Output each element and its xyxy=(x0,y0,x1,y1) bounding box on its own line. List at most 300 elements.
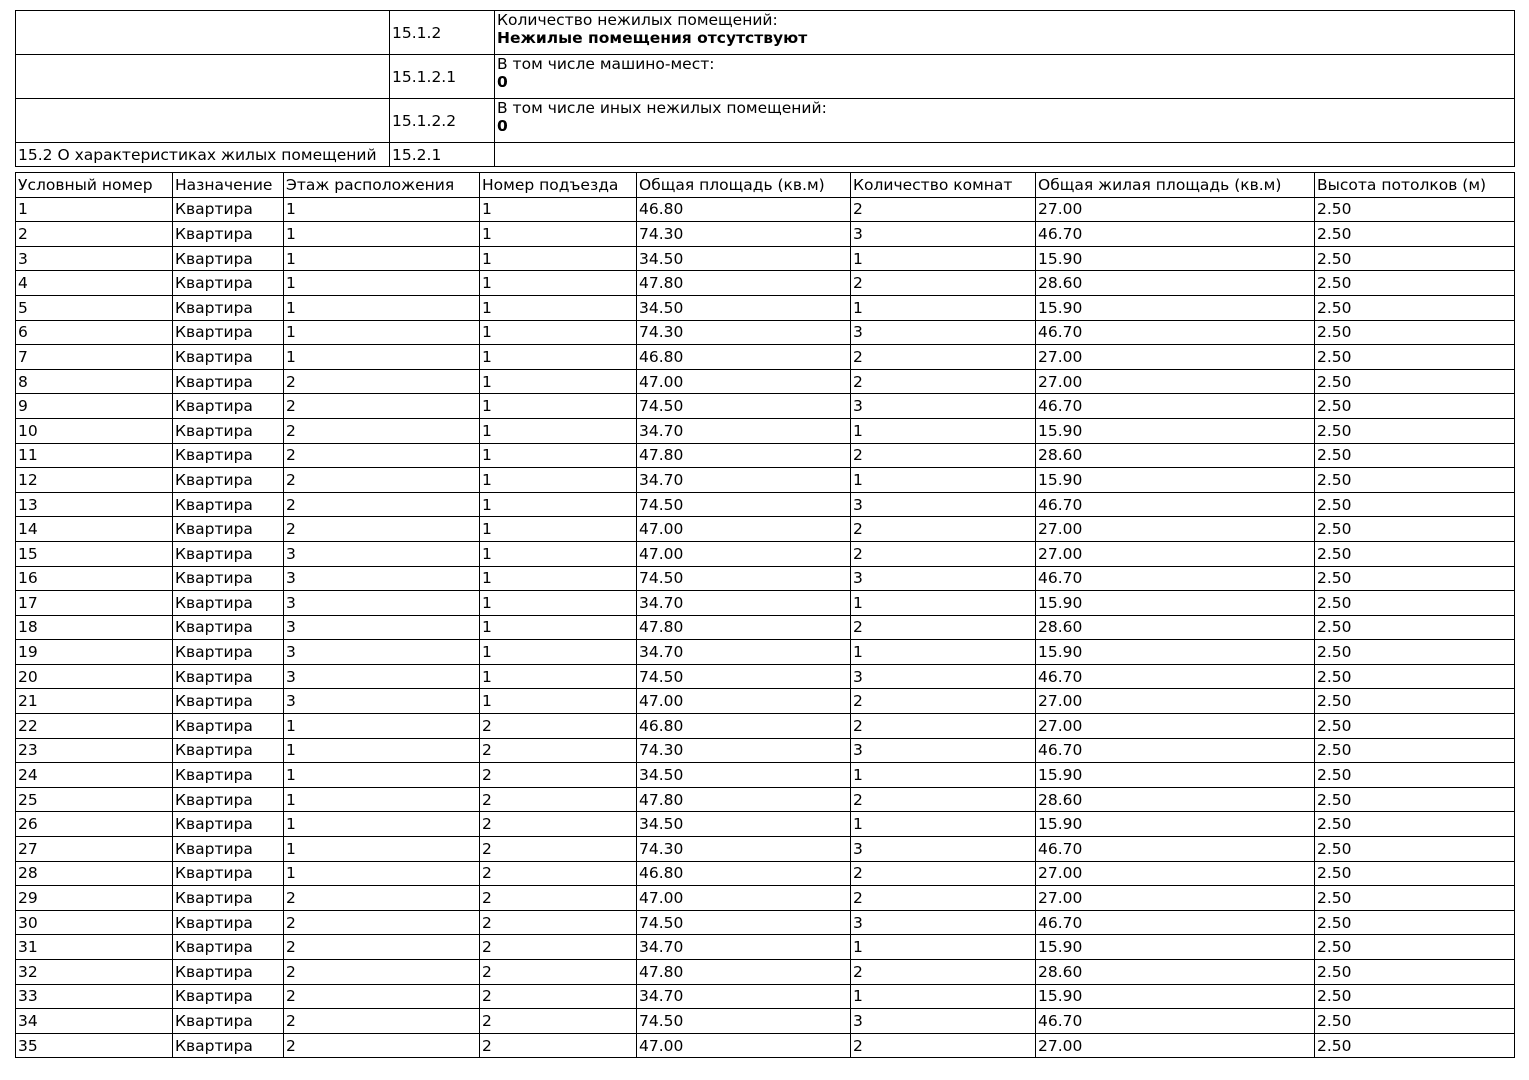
empty-cell xyxy=(495,143,1515,167)
rooms-cell: 2 xyxy=(851,369,1036,394)
entrance-cell: 1 xyxy=(480,689,637,714)
floor-cell: 1 xyxy=(284,763,480,788)
floor-cell: 2 xyxy=(284,910,480,935)
table-row xyxy=(16,886,1515,911)
unit-number-cell: 1 xyxy=(16,197,173,222)
ceiling-height-cell: 2.50 xyxy=(1315,984,1515,1009)
rooms-cell: 1 xyxy=(851,984,1036,1009)
entrance-cell: 1 xyxy=(480,394,637,419)
entrance-cell: 1 xyxy=(480,345,637,370)
ceiling-height-cell: 2.50 xyxy=(1315,418,1515,443)
rooms-cell: 3 xyxy=(851,837,1036,862)
unit-number-cell: 3 xyxy=(16,246,173,271)
empty-cell xyxy=(16,99,390,143)
table-row xyxy=(16,1009,1515,1034)
total-area-cell: 47.00 xyxy=(637,1033,851,1058)
floor-cell: 2 xyxy=(284,886,480,911)
table-row xyxy=(16,763,1515,788)
rooms-cell: 3 xyxy=(851,566,1036,591)
unit-number-cell: 7 xyxy=(16,345,173,370)
total-area-cell: 34.50 xyxy=(637,246,851,271)
living-area-cell: 27.00 xyxy=(1036,517,1315,542)
floor-cell: 3 xyxy=(284,615,480,640)
table-row xyxy=(16,295,1515,320)
rooms-cell: 3 xyxy=(851,738,1036,763)
entrance-cell: 1 xyxy=(480,295,637,320)
total-area-cell: 47.00 xyxy=(637,886,851,911)
entrance-cell: 1 xyxy=(480,492,637,517)
floor-cell: 1 xyxy=(284,345,480,370)
purpose-cell: Квартира xyxy=(173,640,284,665)
table-row xyxy=(16,812,1515,837)
purpose-cell: Квартира xyxy=(173,984,284,1009)
ceiling-height-cell: 2.50 xyxy=(1315,837,1515,862)
living-area-cell: 15.90 xyxy=(1036,763,1315,788)
rooms-cell: 3 xyxy=(851,394,1036,419)
unit-number-cell: 35 xyxy=(16,1033,173,1058)
total-area-cell: 47.80 xyxy=(637,615,851,640)
ceiling-height-cell: 2.50 xyxy=(1315,468,1515,493)
entrance-cell: 1 xyxy=(480,418,637,443)
rooms-cell: 3 xyxy=(851,664,1036,689)
floor-cell: 3 xyxy=(284,541,480,566)
rooms-cell: 1 xyxy=(851,418,1036,443)
rooms-cell: 2 xyxy=(851,517,1036,542)
entrance-cell: 1 xyxy=(480,517,637,542)
unit-number-cell: 23 xyxy=(16,738,173,763)
section-value: Нежилые помещения отсутствуют xyxy=(497,29,808,47)
table-row xyxy=(16,345,1515,370)
ceiling-height-cell: 2.50 xyxy=(1315,935,1515,960)
living-area-cell: 15.90 xyxy=(1036,468,1315,493)
unit-number-cell: 22 xyxy=(16,714,173,739)
table-header-row xyxy=(16,173,1515,198)
rooms-cell: 3 xyxy=(851,320,1036,345)
rooms-cell: 2 xyxy=(851,443,1036,468)
section-label: В том числе иных нежилых помещений: xyxy=(497,99,827,117)
purpose-cell: Квартира xyxy=(173,418,284,443)
purpose-cell: Квартира xyxy=(173,861,284,886)
rooms-cell: 2 xyxy=(851,541,1036,566)
total-area-cell: 46.80 xyxy=(637,345,851,370)
ceiling-height-cell: 2.50 xyxy=(1315,320,1515,345)
entrance-cell: 1 xyxy=(480,443,637,468)
ceiling-height-cell: 2.50 xyxy=(1315,689,1515,714)
purpose-cell: Квартира xyxy=(173,468,284,493)
total-area-cell: 34.50 xyxy=(637,763,851,788)
total-area-cell: 34.70 xyxy=(637,984,851,1009)
total-area-cell: 47.00 xyxy=(637,517,851,542)
column-header: Общая площадь (кв.м) xyxy=(637,173,851,198)
table-row xyxy=(16,369,1515,394)
living-area-cell: 46.70 xyxy=(1036,222,1315,247)
table-row xyxy=(16,960,1515,985)
table-row xyxy=(16,246,1515,271)
table-body xyxy=(16,197,1515,1058)
living-area-cell: 28.60 xyxy=(1036,271,1315,296)
purpose-cell: Квартира xyxy=(173,787,284,812)
ceiling-height-cell: 2.50 xyxy=(1315,566,1515,591)
total-area-cell: 74.30 xyxy=(637,837,851,862)
total-area-cell: 74.30 xyxy=(637,320,851,345)
living-area-cell: 46.70 xyxy=(1036,738,1315,763)
table-row xyxy=(16,222,1515,247)
purpose-cell: Квартира xyxy=(173,738,284,763)
ceiling-height-cell: 2.50 xyxy=(1315,394,1515,419)
purpose-cell: Квартира xyxy=(173,492,284,517)
rooms-cell: 2 xyxy=(851,960,1036,985)
purpose-cell: Квартира xyxy=(173,714,284,739)
floor-cell: 1 xyxy=(284,320,480,345)
living-area-cell: 46.70 xyxy=(1036,320,1315,345)
floor-cell: 1 xyxy=(284,197,480,222)
ceiling-height-cell: 2.50 xyxy=(1315,664,1515,689)
total-area-cell: 47.00 xyxy=(637,369,851,394)
floor-cell: 2 xyxy=(284,394,480,419)
total-area-cell: 46.80 xyxy=(637,197,851,222)
total-area-cell: 46.80 xyxy=(637,714,851,739)
ceiling-height-cell: 2.50 xyxy=(1315,517,1515,542)
unit-number-cell: 16 xyxy=(16,566,173,591)
purpose-cell: Квартира xyxy=(173,837,284,862)
living-area-cell: 28.60 xyxy=(1036,787,1315,812)
entrance-cell: 1 xyxy=(480,246,637,271)
rooms-cell: 3 xyxy=(851,222,1036,247)
floor-cell: 2 xyxy=(284,369,480,394)
floor-cell: 1 xyxy=(284,787,480,812)
entrance-cell: 2 xyxy=(480,714,637,739)
ceiling-height-cell: 2.50 xyxy=(1315,369,1515,394)
entrance-cell: 2 xyxy=(480,1009,637,1034)
purpose-cell: Квартира xyxy=(173,566,284,591)
column-header: Назначение xyxy=(173,173,284,198)
table-row xyxy=(16,615,1515,640)
table-row xyxy=(16,861,1515,886)
ceiling-height-cell: 2.50 xyxy=(1315,640,1515,665)
entrance-cell: 1 xyxy=(480,320,637,345)
floor-cell: 1 xyxy=(284,738,480,763)
rooms-cell: 2 xyxy=(851,1033,1036,1058)
living-area-cell: 15.90 xyxy=(1036,418,1315,443)
total-area-cell: 47.80 xyxy=(637,443,851,468)
entrance-cell: 2 xyxy=(480,935,637,960)
floor-cell: 2 xyxy=(284,443,480,468)
purpose-cell: Квартира xyxy=(173,222,284,247)
total-area-cell: 34.70 xyxy=(637,591,851,616)
table-row xyxy=(16,418,1515,443)
living-area-cell: 28.60 xyxy=(1036,615,1315,640)
living-area-cell: 27.00 xyxy=(1036,345,1315,370)
floor-cell: 1 xyxy=(284,295,480,320)
section-label: Количество нежилых помещений: xyxy=(497,11,778,29)
ceiling-height-cell: 2.50 xyxy=(1315,591,1515,616)
entrance-cell: 2 xyxy=(480,861,637,886)
column-header: Высота потолков (м) xyxy=(1315,173,1515,198)
unit-number-cell: 10 xyxy=(16,418,173,443)
purpose-cell: Квартира xyxy=(173,197,284,222)
ceiling-height-cell: 2.50 xyxy=(1315,714,1515,739)
rooms-cell: 2 xyxy=(851,271,1036,296)
purpose-cell: Квартира xyxy=(173,369,284,394)
total-area-cell: 74.50 xyxy=(637,492,851,517)
living-area-cell: 27.00 xyxy=(1036,369,1315,394)
rooms-cell: 2 xyxy=(851,886,1036,911)
section-row xyxy=(16,99,1515,143)
living-area-cell: 46.70 xyxy=(1036,394,1315,419)
unit-number-cell: 24 xyxy=(16,763,173,788)
entrance-cell: 2 xyxy=(480,960,637,985)
unit-number-cell: 13 xyxy=(16,492,173,517)
entrance-cell: 1 xyxy=(480,541,637,566)
rooms-cell: 2 xyxy=(851,689,1036,714)
living-area-cell: 27.00 xyxy=(1036,1033,1315,1058)
section-code: 15.1.2.1 xyxy=(390,55,495,99)
purpose-cell: Квартира xyxy=(173,591,284,616)
entrance-cell: 1 xyxy=(480,664,637,689)
table-row xyxy=(16,443,1515,468)
floor-cell: 3 xyxy=(284,689,480,714)
table-row xyxy=(16,640,1515,665)
purpose-cell: Квартира xyxy=(173,615,284,640)
unit-number-cell: 12 xyxy=(16,468,173,493)
floor-cell: 2 xyxy=(284,984,480,1009)
total-area-cell: 74.30 xyxy=(637,222,851,247)
total-area-cell: 34.70 xyxy=(637,468,851,493)
unit-number-cell: 11 xyxy=(16,443,173,468)
rooms-cell: 3 xyxy=(851,1009,1036,1034)
living-area-cell: 15.90 xyxy=(1036,640,1315,665)
ceiling-height-cell: 2.50 xyxy=(1315,271,1515,296)
living-area-cell: 46.70 xyxy=(1036,1009,1315,1034)
ceiling-height-cell: 2.50 xyxy=(1315,812,1515,837)
total-area-cell: 47.80 xyxy=(637,960,851,985)
entrance-cell: 1 xyxy=(480,468,637,493)
total-area-cell: 74.50 xyxy=(637,394,851,419)
floor-cell: 2 xyxy=(284,418,480,443)
table-row xyxy=(16,910,1515,935)
unit-number-cell: 30 xyxy=(16,910,173,935)
floor-cell: 3 xyxy=(284,591,480,616)
total-area-cell: 74.50 xyxy=(637,664,851,689)
rooms-cell: 3 xyxy=(851,492,1036,517)
living-area-cell: 15.90 xyxy=(1036,591,1315,616)
living-area-cell: 15.90 xyxy=(1036,812,1315,837)
ceiling-height-cell: 2.50 xyxy=(1315,787,1515,812)
table-row xyxy=(16,837,1515,862)
residential-title: 15.2 О характеристиках жилых помещений xyxy=(16,143,390,167)
entrance-cell: 2 xyxy=(480,984,637,1009)
ceiling-height-cell: 2.50 xyxy=(1315,492,1515,517)
table-row xyxy=(16,541,1515,566)
floor-cell: 1 xyxy=(284,714,480,739)
entrance-cell: 2 xyxy=(480,1033,637,1058)
unit-number-cell: 26 xyxy=(16,812,173,837)
table-row xyxy=(16,664,1515,689)
empty-cell xyxy=(16,55,390,99)
purpose-cell: Квартира xyxy=(173,443,284,468)
total-area-cell: 47.80 xyxy=(637,271,851,296)
ceiling-height-cell: 2.50 xyxy=(1315,295,1515,320)
column-header: Условный номер xyxy=(16,173,173,198)
purpose-cell: Квартира xyxy=(173,960,284,985)
unit-number-cell: 17 xyxy=(16,591,173,616)
purpose-cell: Квартира xyxy=(173,1033,284,1058)
living-area-cell: 46.70 xyxy=(1036,664,1315,689)
total-area-cell: 74.30 xyxy=(637,738,851,763)
rooms-cell: 1 xyxy=(851,246,1036,271)
entrance-cell: 2 xyxy=(480,787,637,812)
ceiling-height-cell: 2.50 xyxy=(1315,443,1515,468)
living-area-cell: 27.00 xyxy=(1036,861,1315,886)
unit-number-cell: 33 xyxy=(16,984,173,1009)
table-row xyxy=(16,984,1515,1009)
unit-number-cell: 25 xyxy=(16,787,173,812)
rooms-cell: 2 xyxy=(851,345,1036,370)
purpose-cell: Квартира xyxy=(173,886,284,911)
purpose-cell: Квартира xyxy=(173,394,284,419)
rooms-cell: 2 xyxy=(851,861,1036,886)
entrance-cell: 1 xyxy=(480,271,637,296)
unit-number-cell: 5 xyxy=(16,295,173,320)
unit-number-cell: 15 xyxy=(16,541,173,566)
table-row xyxy=(16,935,1515,960)
living-area-cell: 27.00 xyxy=(1036,689,1315,714)
ceiling-height-cell: 2.50 xyxy=(1315,738,1515,763)
unit-number-cell: 18 xyxy=(16,615,173,640)
section-label: В том числе машино-мест: xyxy=(497,55,715,73)
total-area-cell: 46.80 xyxy=(637,861,851,886)
rooms-cell: 1 xyxy=(851,935,1036,960)
column-header: Общая жилая площадь (кв.м) xyxy=(1036,173,1315,198)
total-area-cell: 34.50 xyxy=(637,812,851,837)
living-area-cell: 46.70 xyxy=(1036,492,1315,517)
entrance-cell: 2 xyxy=(480,910,637,935)
unit-number-cell: 14 xyxy=(16,517,173,542)
entrance-cell: 1 xyxy=(480,566,637,591)
living-area-cell: 15.90 xyxy=(1036,984,1315,1009)
rooms-cell: 1 xyxy=(851,640,1036,665)
unit-number-cell: 21 xyxy=(16,689,173,714)
entrance-cell: 2 xyxy=(480,812,637,837)
floor-cell: 1 xyxy=(284,861,480,886)
total-area-cell: 34.70 xyxy=(637,640,851,665)
section-content xyxy=(495,11,1515,55)
rooms-cell: 1 xyxy=(851,468,1036,493)
rooms-cell: 1 xyxy=(851,591,1036,616)
unit-number-cell: 19 xyxy=(16,640,173,665)
residential-code: 15.2.1 xyxy=(390,143,495,167)
unit-number-cell: 20 xyxy=(16,664,173,689)
ceiling-height-cell: 2.50 xyxy=(1315,861,1515,886)
table-row xyxy=(16,714,1515,739)
residential-section-row xyxy=(16,143,1515,167)
living-area-cell: 46.70 xyxy=(1036,566,1315,591)
section-content xyxy=(495,99,1515,143)
unit-number-cell: 2 xyxy=(16,222,173,247)
rooms-cell: 2 xyxy=(851,787,1036,812)
column-header: Этаж расположения xyxy=(284,173,480,198)
rooms-cell: 1 xyxy=(851,295,1036,320)
floor-cell: 1 xyxy=(284,222,480,247)
ceiling-height-cell: 2.50 xyxy=(1315,960,1515,985)
total-area-cell: 74.50 xyxy=(637,910,851,935)
column-header: Количество комнат xyxy=(851,173,1036,198)
living-area-cell: 27.00 xyxy=(1036,886,1315,911)
table-row xyxy=(16,271,1515,296)
purpose-cell: Квартира xyxy=(173,812,284,837)
purpose-cell: Квартира xyxy=(173,517,284,542)
table-row xyxy=(16,689,1515,714)
ceiling-height-cell: 2.50 xyxy=(1315,345,1515,370)
table-row xyxy=(16,468,1515,493)
floor-cell: 1 xyxy=(284,271,480,296)
unit-number-cell: 27 xyxy=(16,837,173,862)
floor-cell: 2 xyxy=(284,1033,480,1058)
floor-cell: 2 xyxy=(284,960,480,985)
entrance-cell: 2 xyxy=(480,738,637,763)
living-area-cell: 27.00 xyxy=(1036,714,1315,739)
table-row xyxy=(16,787,1515,812)
section-value: 0 xyxy=(497,73,508,91)
table-row xyxy=(16,394,1515,419)
table-row xyxy=(16,320,1515,345)
section-code: 15.1.2.2 xyxy=(390,99,495,143)
unit-number-cell: 29 xyxy=(16,886,173,911)
entrance-cell: 1 xyxy=(480,369,637,394)
living-area-cell: 15.90 xyxy=(1036,935,1315,960)
ceiling-height-cell: 2.50 xyxy=(1315,222,1515,247)
ceiling-height-cell: 2.50 xyxy=(1315,1009,1515,1034)
rooms-cell: 3 xyxy=(851,910,1036,935)
table-row xyxy=(16,591,1515,616)
entrance-cell: 2 xyxy=(480,886,637,911)
purpose-cell: Квартира xyxy=(173,763,284,788)
ceiling-height-cell: 2.50 xyxy=(1315,1033,1515,1058)
purpose-cell: Квартира xyxy=(173,689,284,714)
rooms-cell: 2 xyxy=(851,615,1036,640)
floor-cell: 3 xyxy=(284,664,480,689)
unit-number-cell: 9 xyxy=(16,394,173,419)
entrance-cell: 1 xyxy=(480,640,637,665)
purpose-cell: Квартира xyxy=(173,271,284,296)
column-header: Номер подъезда xyxy=(480,173,637,198)
unit-number-cell: 6 xyxy=(16,320,173,345)
unit-number-cell: 28 xyxy=(16,861,173,886)
total-area-cell: 34.50 xyxy=(637,295,851,320)
purpose-cell: Квартира xyxy=(173,246,284,271)
unit-number-cell: 32 xyxy=(16,960,173,985)
section-code: 15.1.2 xyxy=(390,11,495,55)
table-row xyxy=(16,197,1515,222)
living-area-cell: 27.00 xyxy=(1036,197,1315,222)
total-area-cell: 74.50 xyxy=(637,566,851,591)
total-area-cell: 47.00 xyxy=(637,541,851,566)
floor-cell: 3 xyxy=(284,566,480,591)
section-row xyxy=(16,11,1515,55)
entrance-cell: 1 xyxy=(480,591,637,616)
table-row xyxy=(16,566,1515,591)
floor-cell: 1 xyxy=(284,246,480,271)
entrance-cell: 2 xyxy=(480,837,637,862)
rooms-cell: 1 xyxy=(851,763,1036,788)
floor-cell: 2 xyxy=(284,517,480,542)
table-row xyxy=(16,738,1515,763)
rooms-cell: 2 xyxy=(851,197,1036,222)
entrance-cell: 1 xyxy=(480,615,637,640)
entrance-cell: 2 xyxy=(480,763,637,788)
section-content xyxy=(495,55,1515,99)
unit-number-cell: 34 xyxy=(16,1009,173,1034)
